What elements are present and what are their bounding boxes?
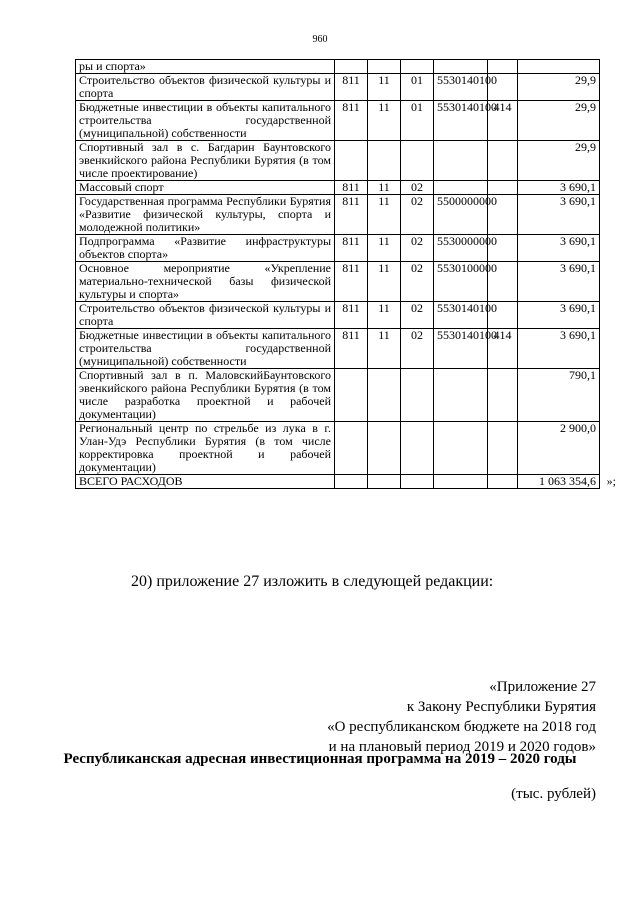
cell-csr: 5530140100 [434,329,488,369]
cell-csr: 5530140100 [434,302,488,329]
cell-csr [434,369,488,422]
cell-sum: 3 690,1 [518,181,600,195]
cell-pr: 02 [401,195,434,235]
closing-quote: »; [606,474,616,488]
cell-grbs: 811 [335,195,368,235]
cell-grbs [335,369,368,422]
table-row [76,369,600,422]
cell-pr: 02 [401,302,434,329]
cell-sum: 3 690,1 [518,329,600,369]
document-title: Республиканская адресная инвестиционная программа на 2019 – 2020 годы [63,751,577,767]
cell-csr [434,60,488,74]
table-row [76,329,600,369]
cell-sum: 29,9 [518,101,600,141]
cell-sum: 2 900,0 [518,422,600,475]
table-row [76,302,600,329]
cell-grbs: 811 [335,181,368,195]
cell-rz: 11 [368,195,401,235]
cell-rz: 11 [368,302,401,329]
cell-sum: 3 690,1 [518,235,600,262]
cell-csr [434,141,488,181]
annex-line-4: и на плановый период 2019 и 2020 годов» [328,739,596,755]
cell-rz: 11 [368,329,401,369]
cell-rz [368,141,401,181]
cell-name: Подпрограмма «Развитие инфраструктуры объектов спорта» [76,235,335,262]
cell-grbs: 811 [335,302,368,329]
cell-sum [518,60,600,74]
cell-grbs [335,422,368,475]
cell-name: Строительство объектов физической культуры и спорта [76,302,335,329]
cell-csr: 5530140100 [434,101,488,141]
table-row [76,74,600,101]
cell-csr [434,181,488,195]
cell-grbs: 811 [335,74,368,101]
cell-name: Основное мероприятие «Укрепление материально-технической базы физической культуры и спорта» [76,262,335,302]
annex-line-1: «Приложение 27 [489,679,596,695]
annex-line-2: к Закону Республики Бурятия [406,699,596,715]
table-row [76,195,600,235]
cell-name: Массовый спорт [76,181,335,195]
total-row [76,475,600,489]
cell-csr: 5530140100 [434,74,488,101]
cell-grbs [335,60,368,74]
table-row [76,235,600,262]
cell-pr: 01 [401,74,434,101]
cell-vr [488,369,518,422]
table-row [76,262,600,302]
cell-name: Региональный центр по стрельбе из лука в г. Улан-Удэ Республики Бурятия (в том числе корректировка проектной и рабочей документации) [76,422,335,475]
cell-vr [488,60,518,74]
cell-csr: 5530100000 [434,262,488,302]
cell-vr [488,181,518,195]
cell-csr: 5500000000 [434,195,488,235]
cell-sum: 3 690,1 [518,262,600,302]
cell-rz: 11 [368,235,401,262]
cell-grbs: 811 [335,101,368,141]
cell-rz [368,422,401,475]
table-row [76,422,600,475]
total-sum: 1 063 354,6 [539,474,596,488]
cell-pr: 01 [401,101,434,141]
cell-pr [401,369,434,422]
total-sum-cell [518,474,616,489]
cell-grbs: 811 [335,329,368,369]
cell-sum: 3 690,1 [518,195,600,235]
cell-vr [488,141,518,181]
table-row [76,141,600,181]
table-row [76,101,600,141]
page-number: 960 [312,34,328,45]
cell-vr: 414 [488,101,518,141]
annex-line-3: «О республиканском бюджете на 2018 год [327,719,596,735]
cell-rz: 11 [368,181,401,195]
cell-pr [401,60,434,74]
cell-csr: 5530000000 [434,235,488,262]
cell-pr [401,141,434,181]
cell-name: Спортивный зал в п. МаловскийБаунтовского эвенкийского района Республики Бурятия (в том числе разработка проектной и рабочей документации) [76,369,335,422]
cell-name: Спортивный зал в с. Багдарин Баунтовского эвенкийского района Республики Бурятия (в том числе проектирование) [76,141,335,181]
annex-header [196,677,596,757]
table-row [76,181,600,195]
amendment-text: 20) приложение 27 изложить в следующей редакции: [131,573,494,590]
cell-rz: 11 [368,262,401,302]
cell-name: Государственная программа Республики Бурятия «Развитие физической культуры, спорта и молодежной политики» [76,195,335,235]
cell-sum: 29,9 [518,74,600,101]
cell-pr: 02 [401,181,434,195]
cell-grbs: 811 [335,262,368,302]
cell-rz: 11 [368,101,401,141]
cell-sum: 29,9 [518,141,600,181]
cell-sum: 790,1 [518,369,600,422]
table-row [76,60,600,74]
cell-grbs [335,141,368,181]
cell-name: Бюджетные инвестиции в объекты капитального строительства государственной (муниципальной) собственности [76,101,335,141]
cell-pr: 02 [401,235,434,262]
cell-rz [368,60,401,74]
cell-pr: 02 [401,262,434,302]
budget-table [75,59,616,489]
total-label: ВСЕГО РАСХОДОВ [76,475,335,489]
cell-name: Бюджетные инвестиции в объекты капитального строительства государственной (муниципальной) собственности [76,329,335,369]
cell-grbs: 811 [335,235,368,262]
cell-vr: 414 [488,329,518,369]
cell-name: Строительство объектов физической культуры и спорта [76,74,335,101]
cell-vr [488,422,518,475]
cell-pr: 02 [401,329,434,369]
cell-rz [368,369,401,422]
cell-csr [434,422,488,475]
cell-rz: 11 [368,74,401,101]
units-label: (тыс. рублей) [511,786,596,802]
cell-name: ры и спорта» [76,60,335,74]
cell-pr [401,422,434,475]
cell-sum: 3 690,1 [518,302,600,329]
